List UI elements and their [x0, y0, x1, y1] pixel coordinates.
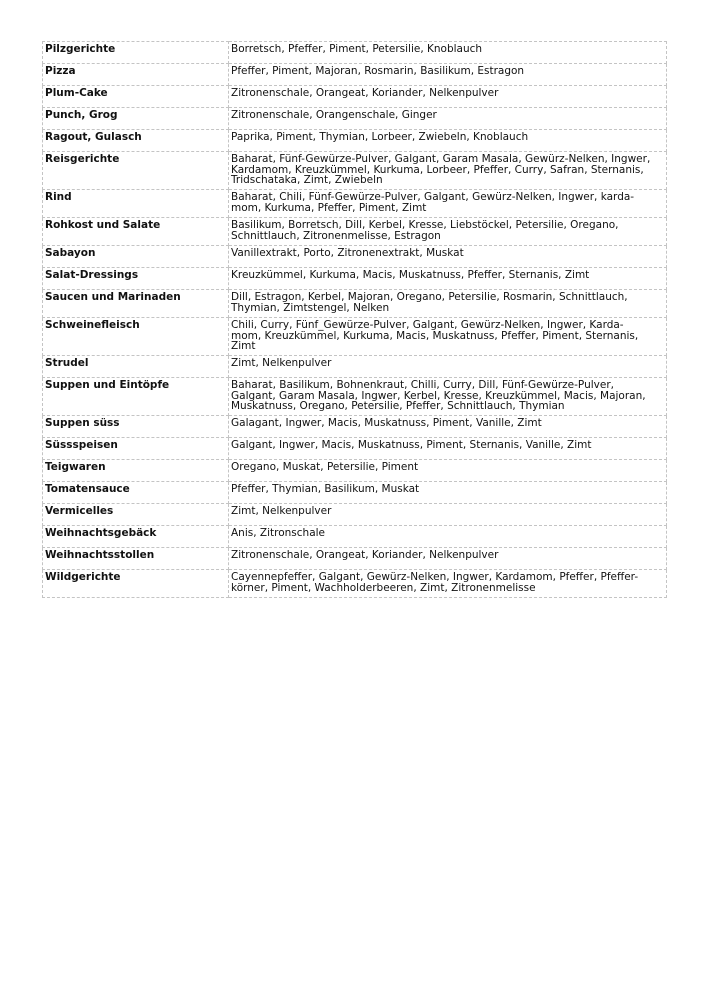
- table-row: [43, 218, 667, 246]
- table-row: [43, 190, 667, 218]
- spice-list: [229, 64, 667, 86]
- spice-line: Baharat, Fünf-Gewürze-Pulver, Galgant, Garam Masala, Gewürz-Nelken, Ingwer,: [231, 153, 651, 165]
- table-row: [43, 356, 667, 378]
- spice-line: Galgant, Ingwer, Macis, Muskatnuss, Piment, Sternanis, Vanille, Zimt: [231, 439, 592, 451]
- spice-line: Pfeffer, Piment, Majoran, Rosmarin, Basilikum, Estragon: [231, 65, 525, 77]
- spice-line: Cayennepfeffer, Galgant, Gewürz-Nelken, Ingwer, Kardamom, Pfeffer, Pfeffer-: [231, 571, 639, 583]
- table-row: [43, 378, 667, 416]
- spice-line: Zitronenschale, Orangeat, Koriander, Nelkenpulver: [231, 87, 499, 99]
- spice-line: mom, Kreuzkümmel, Kurkuma, Macis, Muskatnuss, Pfeffer, Piment, Sternanis,: [231, 329, 639, 342]
- spice-line: Pfeffer, Thymian, Basilikum, Muskat: [231, 483, 420, 495]
- dish-name: Weihnachtsstollen: [43, 548, 229, 570]
- spice-line: Muskatnuss, Oregano, Petersilie, Pfeffer, Schnittlauch, Thymian: [231, 400, 565, 412]
- spice-list: [229, 268, 667, 290]
- spice-line: Galagant, Ingwer, Macis, Muskatnuss, Piment, Vanille, Zimt: [231, 417, 542, 429]
- spice-line: Zimt, Nelkenpulver: [231, 357, 332, 369]
- dish-name: Teigwaren: [43, 460, 229, 482]
- spice-line: Kreuzkümmel, Kurkuma, Macis, Muskatnuss, Pfeffer, Sternanis, Zimt: [231, 269, 590, 281]
- spice-line: Zitronenschale, Orangenschale, Ginger: [231, 109, 437, 121]
- spice-line: Chili, Curry, Fünf_Gewürze-Pulver, Galgant, Gewürz-Nelken, Ingwer, Karda-: [231, 319, 624, 331]
- spice-list: [229, 378, 667, 416]
- spice-line: Baharat, Chili, Fünf-Gewürze-Pulver, Galgant, Gewürz-Nelken, Ingwer, karda-: [231, 191, 635, 203]
- table-row: [43, 108, 667, 130]
- dish-name: Weihnachtsgebäck: [43, 526, 229, 548]
- dish-name: Salat-Dressings: [43, 268, 229, 290]
- dish-name: Rind: [43, 190, 229, 218]
- dish-name: Pizza: [43, 64, 229, 86]
- spice-list: [229, 108, 667, 130]
- spice-list: [229, 416, 667, 438]
- table-row: [43, 548, 667, 570]
- spice-line: Tridschataka, Zimt, Zwiebeln: [231, 174, 383, 186]
- dish-name: Schweinefleisch: [43, 318, 229, 356]
- table-row: [43, 86, 667, 108]
- table-row: [43, 152, 667, 190]
- table-row: [43, 526, 667, 548]
- document-page: [42, 41, 664, 598]
- spice-list: [229, 190, 667, 218]
- dish-name: Pilzgerichte: [43, 42, 229, 64]
- spice-line: mom, Kurkuma, Pfeffer, Piment, Zimt: [231, 201, 427, 214]
- spice-list: [229, 290, 667, 318]
- table-row: [43, 246, 667, 268]
- table-row: [43, 268, 667, 290]
- spice-line: körner, Piment, Wachholderbeeren, Zimt, Zitronenmelisse: [231, 581, 536, 594]
- spice-list: [229, 356, 667, 378]
- table-row: [43, 416, 667, 438]
- spice-list: [229, 438, 667, 460]
- spice-table-body: [43, 42, 667, 598]
- dish-name: Suppen und Eintöpfe: [43, 378, 229, 416]
- spice-list: [229, 504, 667, 526]
- spice-list: [229, 526, 667, 548]
- spice-line: Zimt: [231, 340, 256, 352]
- spice-line: Kardamom, Kreuzkümmel, Kurkuma, Lorbeer, Pfeffer, Curry, Safran, Sternanis,: [231, 163, 644, 176]
- table-row: [43, 290, 667, 318]
- spice-line: Zimt, Nelkenpulver: [231, 505, 332, 517]
- spice-line: Dill, Estragon, Kerbel, Majoran, Oregano, Petersilie, Rosmarin, Schnittlauch,: [231, 291, 628, 303]
- spice-list: [229, 570, 667, 598]
- table-row: [43, 42, 667, 64]
- table-row: [43, 130, 667, 152]
- dish-name: Sabayon: [43, 246, 229, 268]
- table-row: [43, 482, 667, 504]
- spice-line: Zitronenschale, Orangeat, Koriander, Nelkenpulver: [231, 549, 499, 561]
- spice-list: [229, 152, 667, 190]
- spice-list: [229, 318, 667, 356]
- dish-name: Saucen und Marinaden: [43, 290, 229, 318]
- dish-name: Punch, Grog: [43, 108, 229, 130]
- spice-line: Vanillextrakt, Porto, Zitronenextrakt, Muskat: [231, 247, 464, 259]
- table-row: [43, 570, 667, 598]
- spice-line: Baharat, Basilikum, Bohnenkraut, Chilli, Curry, Dill, Fünf-Gewürze-Pulver,: [231, 379, 614, 391]
- spice-list: [229, 130, 667, 152]
- dish-name: Tomatensauce: [43, 482, 229, 504]
- dish-name: Süssspeisen: [43, 438, 229, 460]
- spice-list: [229, 86, 667, 108]
- dish-name: Rohkost und Salate: [43, 218, 229, 246]
- spice-line: Galgant, Garam Masala, Ingwer, Kerbel, Kresse, Kreuzkümmel, Macis, Majoran,: [231, 389, 646, 402]
- spice-list: [229, 42, 667, 64]
- table-row: [43, 460, 667, 482]
- table-row: [43, 64, 667, 86]
- spice-line: Oregano, Muskat, Petersilie, Piment: [231, 461, 419, 473]
- spice-line: Thymian, Zimtstengel, Nelken: [231, 301, 390, 314]
- spice-line: Anis, Zitronschale: [231, 527, 326, 539]
- table-row: [43, 504, 667, 526]
- dish-name: Reisgerichte: [43, 152, 229, 190]
- spice-list: [229, 482, 667, 504]
- table-row: [43, 438, 667, 460]
- spice-line: Paprika, Piment, Thymian, Lorbeer, Zwiebeln, Knoblauch: [231, 131, 529, 143]
- spice-line: Borretsch, Pfeffer, Piment, Petersilie, Knoblauch: [231, 43, 483, 55]
- dish-name: Suppen süss: [43, 416, 229, 438]
- spice-line: Schnittlauch, Zitronenmelisse, Estragon: [231, 229, 441, 242]
- spice-list: [229, 548, 667, 570]
- spice-list: [229, 246, 667, 268]
- spice-list: [229, 218, 667, 246]
- spice-table: [42, 41, 667, 598]
- dish-name: Wildgerichte: [43, 570, 229, 598]
- dish-name: Plum-Cake: [43, 86, 229, 108]
- table-row: [43, 318, 667, 356]
- dish-name: Strudel: [43, 356, 229, 378]
- dish-name: Vermicelles: [43, 504, 229, 526]
- spice-line: Basilikum, Borretsch, Dill, Kerbel, Kresse, Liebstöckel, Petersilie, Oregano,: [231, 219, 619, 231]
- dish-name: Ragout, Gulasch: [43, 130, 229, 152]
- spice-list: [229, 460, 667, 482]
